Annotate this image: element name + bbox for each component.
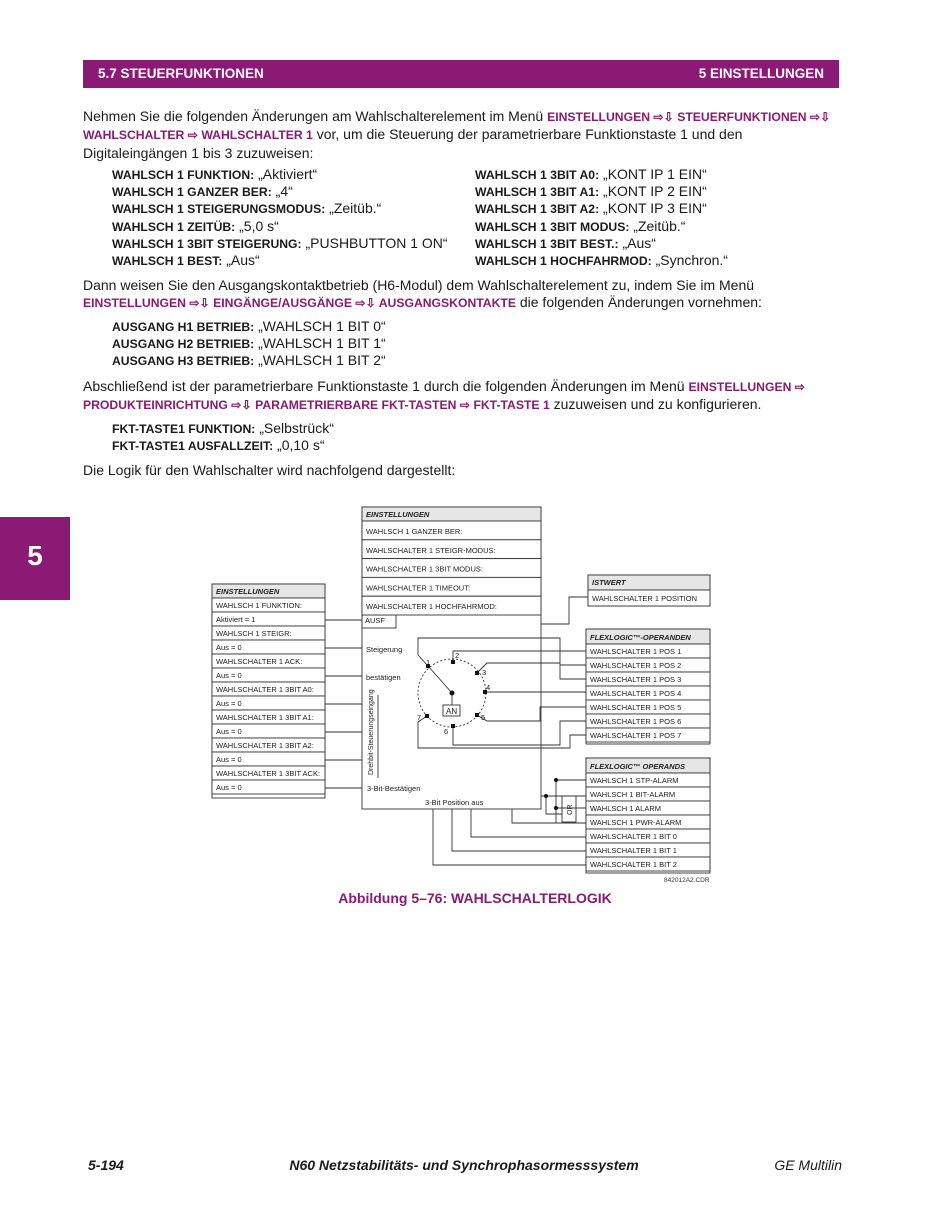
left-box-row: Aktiviert = 1	[216, 615, 256, 624]
document-title: N60 Netzstabilitäts- und Synchrophasormesssystem	[289, 1157, 639, 1173]
setting-value: „5,0 s“	[235, 217, 279, 234]
menu-path: EINSTELLUNGEN ⇨⇩ EINGÄNGE/AUSGÄNGE ⇨⇩ AUSGANGSKONTAKTE	[83, 296, 516, 311]
left-box-row: WAHLSCH 1 FUNKTION:	[216, 601, 302, 610]
flexlogic-2-row: WAHLSCHALTER 1 BIT 1	[590, 846, 677, 855]
setting-label: WAHLSCH 1 STEIGERUNGSMODUS:	[112, 202, 326, 217]
drehbit-label: Drehbit-Steuerungseingang	[368, 689, 375, 775]
bit3-ack-label: 3-Bit-Bestätigen	[367, 784, 421, 793]
chapter-title: 5 EINSTELLUNGEN	[698, 66, 824, 81]
flexlogic-2-row: WAHLSCHALTER 1 BIT 2	[590, 860, 677, 869]
center-box-header: EINSTELLUNGEN	[366, 510, 430, 519]
switch-position-label: 4	[486, 683, 491, 692]
setting-label: AUSGANG H3 BETRIEB:	[112, 354, 255, 369]
steigerung-label: Steigerung	[366, 645, 403, 654]
flexlogic-1-row: WAHLSCHALTER 1 POS 3	[590, 675, 682, 684]
left-box-row: Aus = 0	[216, 755, 242, 764]
setting-value: „Selbstrück“	[255, 420, 334, 436]
menu-path: EINSTELLUNGEN ⇨⇩ STEUERFUNKTIONEN ⇨⇩ WAHLSCHALTER ⇨ WAHLSCHALTER 1	[83, 110, 831, 143]
switch-position-label: 1	[426, 658, 431, 667]
center-box-row: WAHLSCHALTER 1 3BIT MODUS:	[366, 564, 483, 574]
page-number: 5-194	[88, 1157, 124, 1173]
left-box-row: Aus = 0	[216, 783, 242, 792]
ausf-label: AUSF	[365, 616, 386, 625]
drawing-code: 842012A2.CDR	[664, 877, 710, 884]
setting-value: „0,10 s“	[273, 437, 325, 454]
or-gate-label: OR	[567, 804, 574, 815]
flexlogic-1-row: WAHLSCHALTER 1 POS 6	[590, 717, 682, 726]
setting-value: „PUSHBUTTON 1 ON“	[301, 234, 448, 251]
left-box-row: WAHLSCHALTER 1 3BIT A2:	[216, 741, 314, 750]
setting-value: „KONT IP 3 EIN“	[599, 200, 707, 217]
bestaetigen-label: bestätigen	[366, 673, 401, 682]
output-paragraph: Dann weisen Sie den Ausgangskontaktbetrieb (H6-Modul) dem Wahlschalterelement zu, indem Sie im Menü EINSTELLUNGEN ⇨⇩ EINGÄNGE/AUSGÄNGE ⇨⇩ AUSGANGSKONTAKTE die folgenden Änderungen vornehmen:	[83, 277, 762, 311]
setting-value: „Zeitüb.“	[325, 200, 382, 217]
setting-label: WAHLSCH 1 3BIT STEIGERUNG:	[112, 236, 302, 251]
flexlogic-2-row: WAHLSCHALTER 1 BIT 0	[590, 832, 677, 841]
center-box-row: WAHLSCH 1 GANZER BER:	[366, 527, 463, 536]
setting-value: „4“	[271, 183, 293, 200]
left-box-row: WAHLSCHALTER 1 3BIT A1:	[216, 713, 314, 722]
switch-position-label: 5	[481, 713, 486, 722]
setting-label: WAHLSCH 1 3BIT A2:	[475, 202, 600, 217]
flexlogic-2-row: WAHLSCH 1 ALARM	[590, 804, 661, 813]
setting-value: „Zeitüb.“	[629, 217, 686, 234]
bit3-pos-label: 3-Bit Position aus	[425, 798, 484, 807]
logic-intro: Die Logik für den Wahlschalter wird nachfolgend dargestellt:	[83, 462, 456, 478]
setting-value: „WAHLSCH 1 BIT 0“	[254, 318, 386, 334]
left-box-row: Aus = 0	[216, 643, 242, 652]
setting-label: WAHLSCH 1 3BIT BEST.:	[475, 236, 619, 251]
left-box-header: EINSTELLUNGEN	[216, 587, 280, 596]
flexlogic-1-row: WAHLSCHALTER 1 POS 2	[590, 661, 682, 670]
flexlogic-2-row: WAHLSCH 1 STP-ALARM	[590, 776, 679, 785]
switch-position-label: 7	[417, 713, 422, 722]
switch-position-label: 2	[455, 651, 460, 660]
setting-label: WAHLSCH 1 FUNKTION:	[112, 168, 255, 182]
setting-value: „KONT IP 1 EIN“	[599, 166, 707, 182]
setting-value: „Aktiviert“	[254, 166, 318, 182]
setting-value: „Synchron.“	[651, 252, 728, 268]
setting-label: WAHLSCH 1 BEST:	[112, 254, 223, 268]
flexlogic-1-row: WAHLSCHALTER 1 POS 4	[590, 689, 682, 698]
left-box-row: WAHLSCHALTER 1 3BIT ACK:	[216, 769, 321, 778]
text: Nehmen Sie die folgenden Änderungen am Wahlschalterelement im Menü	[83, 108, 548, 124]
center-box-row: WAHLSCHALTER 1 HOCHFAHRMOD:	[366, 602, 497, 612]
setting-value: „KONT IP 2 EIN“	[599, 183, 707, 200]
section-title: 5.7 STEUERFUNKTIONEN	[98, 66, 264, 81]
menu-path: EINSTELLUNGEN ⇨ PRODUKTEINRICHTUNG ⇨⇩ PARAMETRIERBARE FKT-TASTEN ⇨ FKT-TASTE 1	[83, 380, 805, 413]
setting-label: WAHLSCH 1 3BIT MODUS:	[475, 219, 630, 234]
flexlogic-1-row: WAHLSCHALTER 1 POS 5	[590, 703, 682, 712]
istwert-row: WAHLSCHALTER 1 POSITION	[592, 594, 698, 603]
setting-label: WAHLSCH 1 HOCHFAHRMOD:	[475, 254, 652, 268]
an-label: AN	[446, 707, 458, 716]
setting-value: „WAHLSCH 1 BIT 2“	[254, 352, 386, 369]
setting-label: FKT-TASTE1 AUSFALLZEIT:	[112, 439, 274, 454]
switch-position-label: 3	[482, 668, 487, 677]
istwert-header: ISTWERT	[592, 578, 626, 587]
center-box-row: WAHLSCHALTER 1 TIMEOUT:	[366, 583, 471, 593]
setting-value: „Aus“	[618, 234, 656, 251]
setting-label: AUSGANG H1 BETRIEB:	[112, 320, 255, 334]
chapter-tab: 5	[0, 517, 70, 600]
flexlogic-2-row: WAHLSCH 1 BIT-ALARM	[590, 790, 676, 799]
flexlogic-2-header: FLEXLOGIC™ OPERANDS	[590, 762, 686, 771]
setting-label: AUSGANG H2 BETRIEB:	[112, 337, 255, 352]
left-box-row: WAHLSCH 1 STEIGR:	[216, 629, 292, 638]
setting-label: FKT-TASTE1 FUNKTION:	[112, 422, 256, 436]
left-box-row: Aus = 0	[216, 699, 242, 708]
setting-label: WAHLSCH 1 ZEITÜB:	[112, 219, 236, 234]
setting-value: „WAHLSCH 1 BIT 1“	[254, 335, 386, 352]
switch-position-label: 6	[444, 727, 449, 736]
setting-value: „Aus“	[222, 252, 260, 268]
figure-caption: Abbildung 5–76: WAHLSCHALTERLOGIK	[338, 890, 612, 906]
company-name: GE Multilin	[774, 1157, 842, 1173]
left-box-row: WAHLSCHALTER 1 3BIT A0:	[216, 685, 314, 694]
flexlogic-2-row: WAHLSCH 1 PWR-ALARM	[590, 818, 682, 827]
setting-label: WAHLSCH 1 GANZER BER:	[112, 185, 272, 200]
center-box-row: WAHLSCHALTER 1 STEIGR-MODUS:	[366, 545, 496, 555]
pushbutton-paragraph: Abschließend ist der parametrierbare Funktionstaste 1 durch die folgenden Änderungen im Menü EINSTELLUNGEN ⇨ PRODUKTEINRICHTUNG ⇨⇩ PARAMETRIERBARE FKT-TASTEN ⇨ FKT-TASTE 1 zuzuweisen und zu konfigurieren.	[83, 378, 805, 413]
left-box-row: Aus = 0	[216, 671, 242, 680]
flexlogic-1-header: FLEXLOGIC™-OPERANDEN	[590, 633, 691, 642]
text: vor, um die Steuerung der parametrierbare Funktionstaste 1 und den Digitaleingängen 1 bis 3 zuzuweisen:	[83, 126, 743, 161]
flexlogic-1-row: WAHLSCHALTER 1 POS 1	[590, 647, 682, 656]
left-box-row: Aus = 0	[216, 727, 242, 736]
setting-label: WAHLSCH 1 3BIT A1:	[475, 185, 600, 200]
flexlogic-1-row: WAHLSCHALTER 1 POS 7	[590, 731, 682, 740]
setting-label: WAHLSCH 1 3BIT A0:	[475, 168, 600, 182]
left-box-row: WAHLSCHALTER 1 ACK:	[216, 657, 303, 666]
